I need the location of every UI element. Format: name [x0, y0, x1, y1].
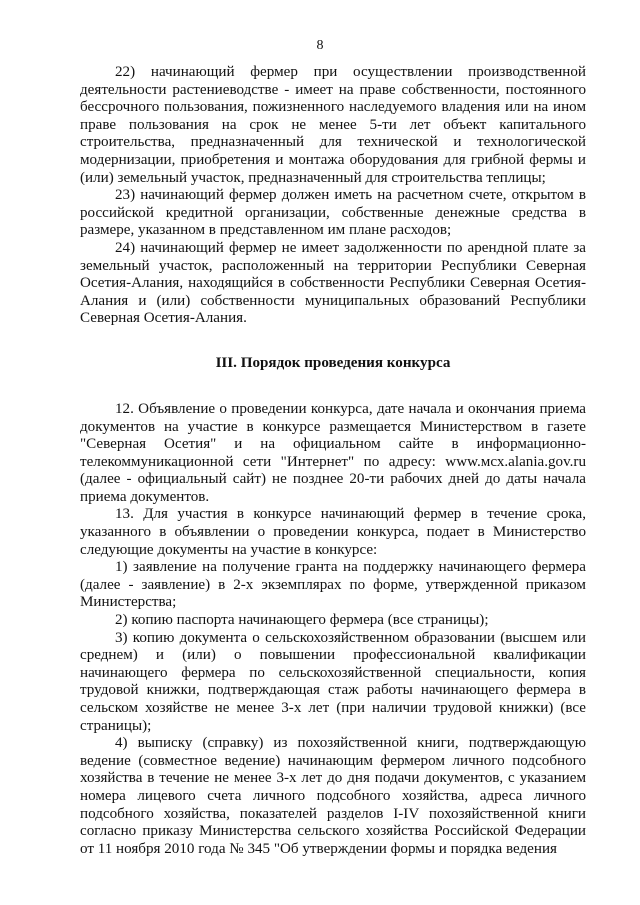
page-number: 8 [316, 38, 324, 53]
paragraph-item-24: 24) начинающий фермер не имеет задолженности по арендной плате за земельный участок, расположенный на территории Республики Северная Осетия-Алания, находящийся в собственности Республики Северная Осетия-Алания и (или) собственности муниципальных образований Республики Северная Осетия-Алания. [80, 239, 586, 327]
section-heading: III. Порядок проведения конкурса [215, 354, 451, 371]
paragraph-doc-1: 1) заявление на получение гранта на поддержку начинающего фермера (далее - заявление) в 2-х экземплярах по форме, утвержденной приказом Министерства; [80, 559, 586, 611]
paragraph-clause-12: 12. Объявление о проведении конкурса, дате начала и окончания приема документов на участие в конкурсе размещается Министерством в газете "Северная Осетия" и на официальном сайте в информационно-телекоммуникационной сети "Интернет" по адресу: www.мсх.alania.gov.ru (далее - официальный сайт) не позднее 20-ти рабочих дней до даты начала приема документов. [80, 400, 586, 505]
paragraph-clause-13: 13. Для участия в конкурсе начинающий фермер в течение срока, указанного в объявлении о проведении конкурса, подает в Министерство следующие документы на участие в конкурсе: [80, 506, 586, 558]
paragraph-doc-4: 4) выписку (справку) из похозяйственной книги, подтверждающую ведение (совместное ведение) начинающим фермером личного подсобного хозяйства в течение не менее 3-х лет до дня подачи документов, с указанием номера лицевого счета личного подсобного хозяйства, адреса личного подсобного хозяйства, показателей разделов I-IV похозяйственной книги согласно приказу Министерства сельского хозяйства Российской Федерации от 11 ноября 2010 года № 345 "Об утверждении формы и порядка ведения [80, 735, 586, 857]
paragraph-doc-2: 2) копию паспорта начинающего фермера (все страницы); [115, 612, 489, 629]
document-body [80, 64, 586, 858]
paragraph-item-23: 23) начинающий фермер должен иметь на расчетном счете, открытом в российской кредитной организации, собственные денежные средства в размере, указанном в представленном им плане расходов; [80, 187, 586, 239]
paragraph-item-22: 22) начинающий фермер при осуществлении производственной деятельности растениеводстве - имеет на праве собственности, постоянного бессрочного пользования, пожизненного наследуемого владения или на ином праве пользования на срок не менее 5-ти лет объект капитального строительства, предназначенный для технической и технологической модернизации, приобретения и монтажа оборудования для грибной фермы и (или) земельный участок, предназначенный для строительства теплицы; [80, 64, 586, 186]
paragraph-doc-3: 3) копию документа о сельскохозяйственном образовании (высшем или среднем) и (или) о повышении профессиональной квалификации начинающего фермера по сельскохозяйственной специальности, копия трудовой книжки, подтверждающая стаж работы начинающего фермера в сельском хозяйстве не менее 3-х лет (при наличии трудовой книжки) (все страницы); [80, 629, 586, 734]
